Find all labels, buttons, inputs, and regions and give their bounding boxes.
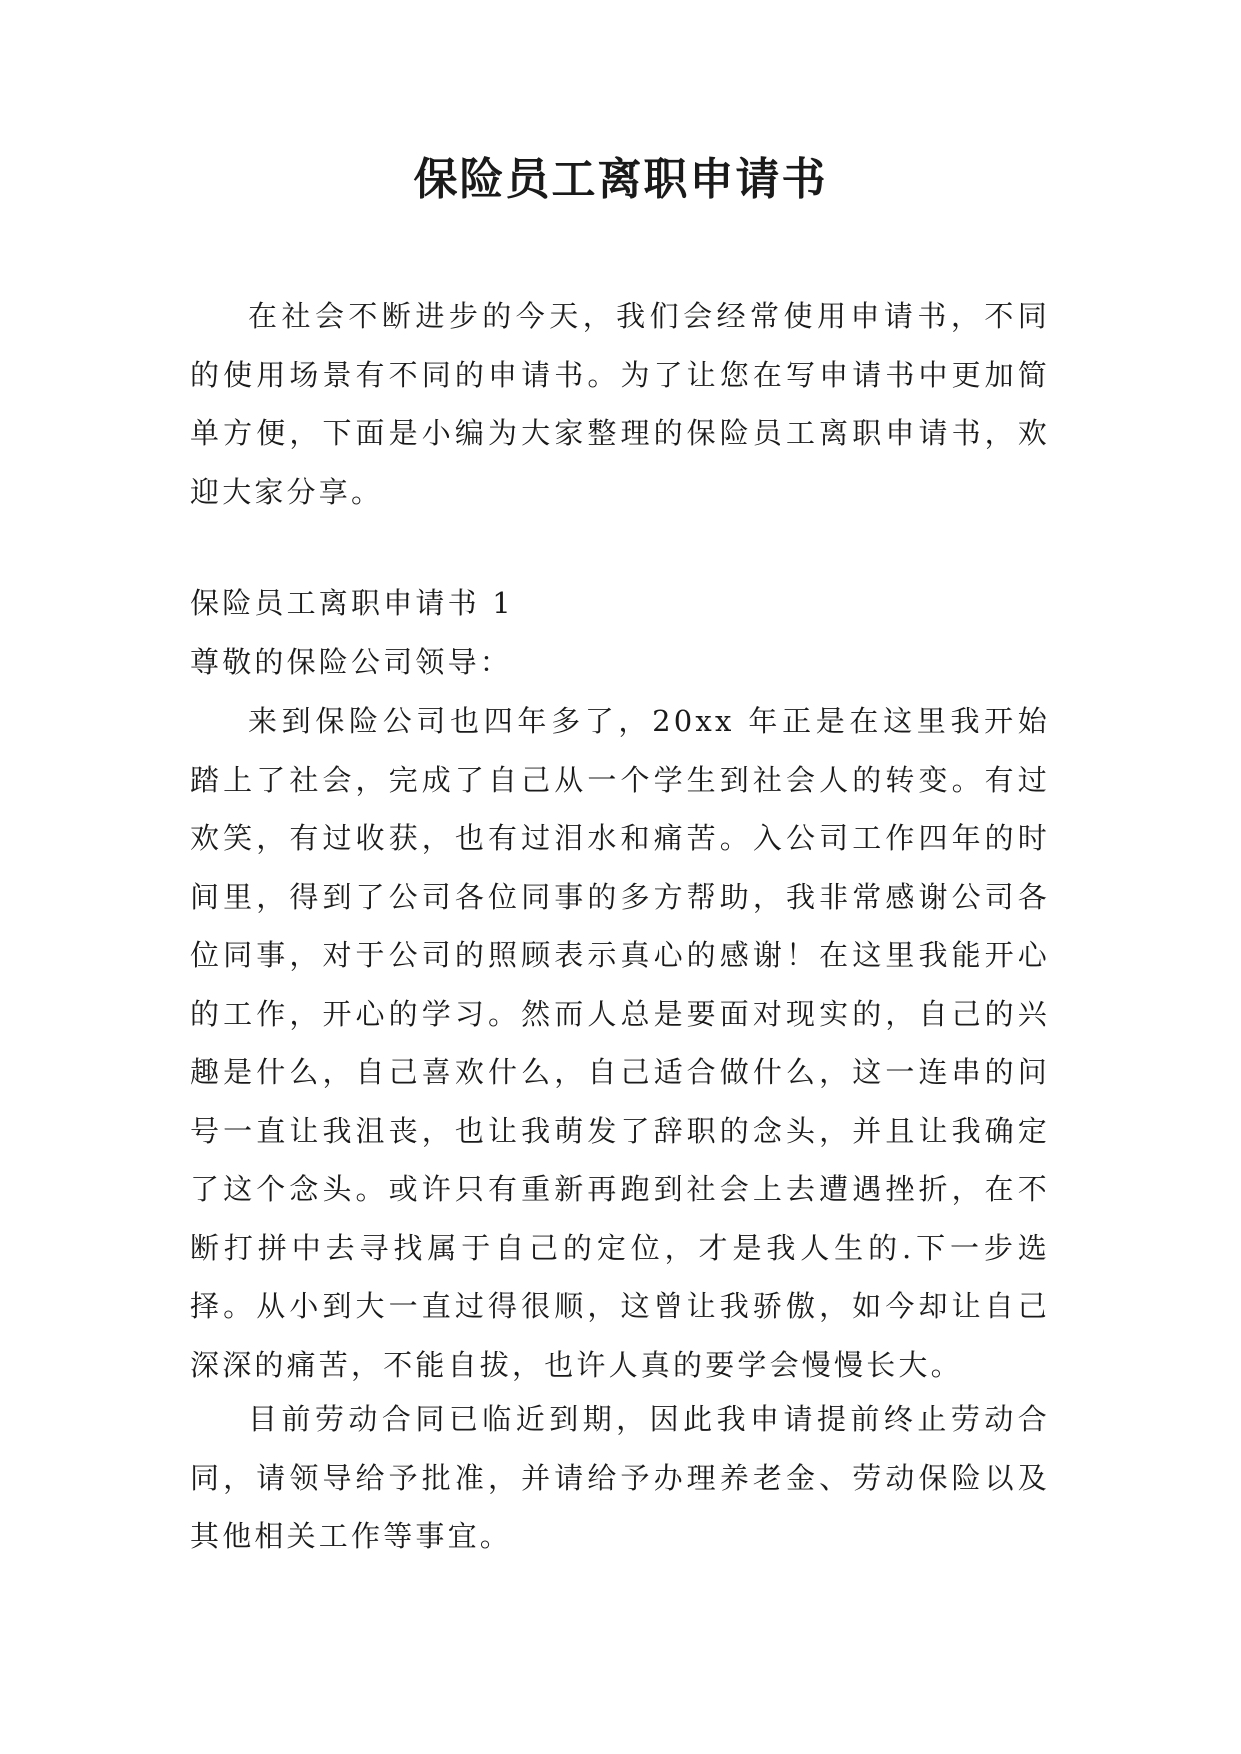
body-paragraph-2: 目前劳动合同已临近到期，因此我申请提前终止劳动合同，请领导给予批准，并请给予办理养老金、劳动保险以及其他相关工作等事宜。: [190, 1402, 1050, 1553]
intro-paragraph: 在社会不断进步的今天，我们会经常使用申请书，不同的使用场景有不同的申请书。为了让您在写申请书中更加简单方便，下面是小编为大家整理的保险员工离职申请书，欢迎大家分享。: [190, 299, 1050, 509]
body-paragraph-1-block: [190, 692, 1050, 1394]
section-heading: 保险员工离职申请书 1: [190, 586, 514, 620]
document-title: 保险员工离职申请书: [413, 154, 828, 205]
salutation-block: [190, 633, 1050, 692]
salutation: 尊敬的保险公司领导：: [190, 645, 513, 679]
section-heading-block: [190, 574, 1050, 633]
body-paragraph-1: 来到保险公司也四年多了，20xx 年正是在这里我开始踏上了社会，完成了自己从一个学生到社会人的转变。有过欢笑，有过收获，也有过泪水和痛苦。入公司工作四年的时间里，得到了公司各位同事的多方帮助，我非常感谢公司各位同事，对于公司的照顾表示真心的感谢！在这里我能开心的工作，开心的学习。然而人总是要面对现实的，自己的兴趣是什么，自己喜欢什么，自己适合做什么，这一连串的问号一直让我沮丧，也让我萌发了辞职的念头，并且让我确定了这个念头。或许只有重新再跑到社会上去遭遇挫折，在不断打拼中去寻找属于自己的定位，才是我人生的.下一步选择。从小到大一直过得很顺，这曾让我骄傲，如今却让自己深深的痛苦，不能自拔，也许人真的要学会慢慢长大。: [190, 704, 1050, 1382]
intro-paragraph-block: [190, 287, 1050, 521]
body-paragraph-2-block: [190, 1390, 1050, 1566]
